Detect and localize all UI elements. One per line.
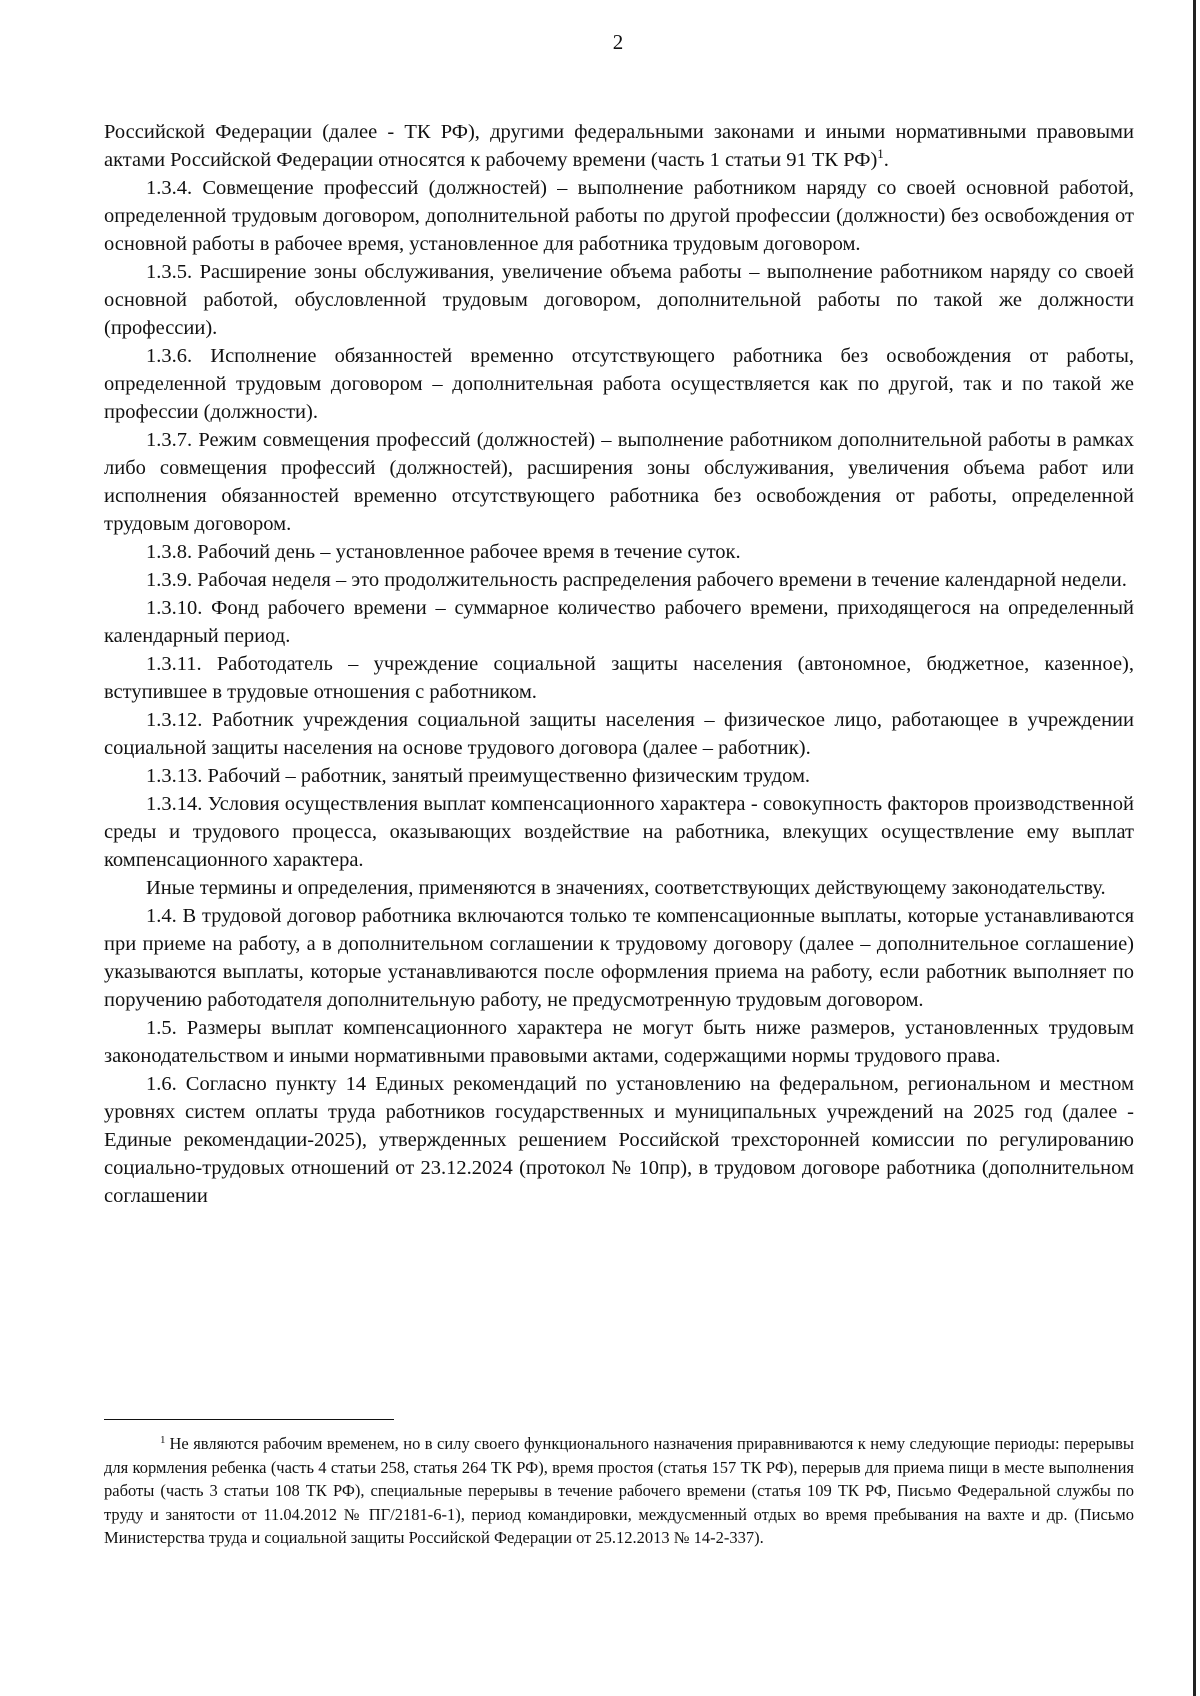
paragraph-1-4: 1.4. В трудовой договор работника включаются только те компенсационные выплаты, которые устанавливаются при приеме на работу, а в дополнительном соглашении к трудовому договору (далее – дополнительное соглашение) указываются выплаты, которые устанавливаются после оформления приема на работу, если работник выполняет по поручению работодателя дополнительную работу, не предусмотренную трудовым договором. [104, 905, 1134, 1011]
footnote-divider [104, 1419, 394, 1420]
paragraph-other-terms: Иные термины и определения, применяются в значениях, соответствующих действующему законодательству. [146, 877, 1106, 899]
paragraph-text: Российской Федерации (далее - ТК РФ), другими федеральными законами и иными нормативными правовыми актами Российской Федерации относятся к рабочему времени (часть 1 статьи 91 ТК РФ) [104, 121, 1134, 171]
body-text [104, 118, 1134, 1210]
page-number: 2 [612, 30, 624, 54]
paragraph-1-3-7: 1.3.7. Режим совмещения профессий (должностей) – выполнение работником дополнительной работы в рамках либо совмещения профессий (должностей), расширения зоны обслуживания, увеличения объема работ или исполнения обязанностей временно отсутствующего работника без освобождения от работы, определенной трудовым договором. [104, 429, 1134, 535]
footnote [104, 1432, 1134, 1550]
paragraph-period: . [883, 149, 889, 171]
paragraph-continuation [104, 118, 1134, 174]
paragraph-1-3-8: 1.3.8. Рабочий день – установленное рабочее время в течение суток. [146, 541, 741, 563]
paragraph-1-3-10: 1.3.10. Фонд рабочего времени – суммарное количество рабочего времени, приходящегося на определенный календарный период. [104, 597, 1134, 647]
footnote-text: Не являются рабочим временем, но в силу своего функционального назначения приравниваются к нему следующие периоды: перерывы для кормления ребенка (часть 4 статьи 258, статья 264 ТК РФ), время простоя (статья 157 ТК РФ), перерыв для приема пищи в месте выполнения работы (часть 3 статьи 108 ТК РФ), специальные перерывы в течение рабочего времени (статья 109 ТК РФ, Письмо Федеральной службы по труду и занятости от 11.04.2012 № ПГ/2181-6-1), период командировки, междусменный отдых во время пребывания на вахте и др. (Письмо Министерства труда и социальной защиты Российской Федерации от 25.12.2013 № 14-2-337). [104, 1434, 1134, 1547]
paragraph-1-3-6: 1.3.6. Исполнение обязанностей временно отсутствующего работника без освобождения от работы, определенной трудовым договором – дополнительная работа осуществляется как по другой, так и по такой же профессии (должности). [104, 345, 1134, 423]
paragraph-1-3-5: 1.3.5. Расширение зоны обслуживания, увеличение объема работы – выполнение работником наряду со своей основной работой, обусловленной трудовым договором, дополнительной работы по такой же должности (профессии). [104, 261, 1134, 339]
paragraph-1-3-11: 1.3.11. Работодатель – учреждение социальной защиты населения (автономное, бюджетное, казенное), вступившее в трудовые отношения с работником. [104, 653, 1134, 703]
paragraph-1-6: 1.6. Согласно пункту 14 Единых рекомендаций по установлению на федеральном, региональном и местном уровнях систем оплаты труда работников государственных и муниципальных учреждений на 2025 год (далее - Единые рекомендации-2025), утвержденных решением Российской трехсторонней комиссии по регулированию социально-трудовых отношений от 23.12.2024 (протокол № 10пр), в трудовом договоре работника (дополнительном соглашении [104, 1073, 1134, 1207]
paragraph-1-3-13: 1.3.13. Рабочий – работник, занятый преимущественно физическим трудом. [146, 765, 811, 787]
scan-edge-line [1193, 0, 1196, 1696]
paragraph-1-3-9: 1.3.9. Рабочая неделя – это продолжительность распределения рабочего времени в течение календарной недели. [146, 569, 1127, 591]
footnote-reference: 1 [877, 146, 884, 162]
paragraph-1-3-12: 1.3.12. Работник учреждения социальной защиты населения – физическое лицо, работающее в учреждении социальной защиты населения на основе трудового договора (далее – работник). [104, 709, 1134, 759]
paragraph-1-5: 1.5. Размеры выплат компенсационного характера не могут быть ниже размеров, установленных трудовым законодательством и иными нормативными правовыми актами, содержащими нормы трудового права. [104, 1017, 1134, 1067]
footnote-marker: 1 [160, 1433, 166, 1446]
paragraph-1-3-14: 1.3.14. Условия осуществления выплат компенсационного характера - совокупность факторов производственной среды и трудового процесса, оказывающих воздействие на работника, влекущих осуществление ему выплат компенсационного характера. [104, 793, 1134, 871]
paragraph-1-3-4: 1.3.4. Совмещение профессий (должностей) – выполнение работником наряду со своей основной работой, определенной трудовым договором, дополнительной работы по другой профессии (должности) без освобождения от основной работы в рабочее время, установленное для работника трудовым договором. [104, 177, 1134, 255]
